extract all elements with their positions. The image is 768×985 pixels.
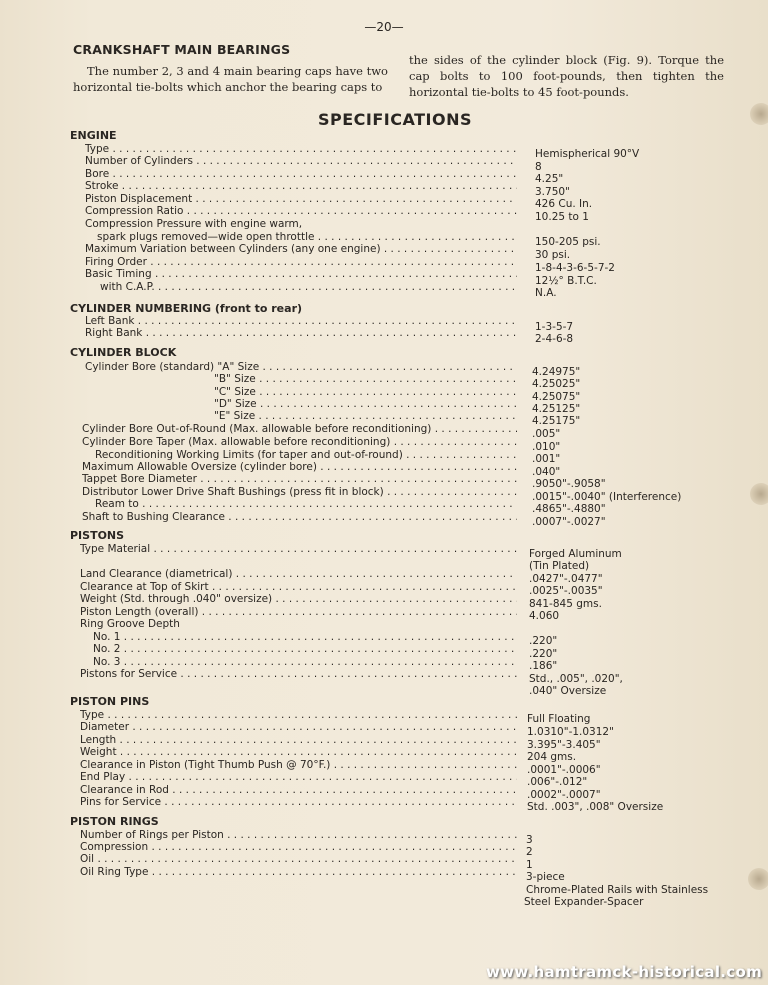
- spec-value: .040" Oversize: [529, 685, 607, 697]
- section-heading-cylinder-numbering: CYLINDER NUMBERING (front to rear): [70, 302, 303, 315]
- spec-value: 3.395"-3.405": [527, 739, 601, 751]
- section-heading-cylinder-block: CYLINDER BLOCK: [70, 346, 177, 359]
- spec-value: 3: [526, 834, 533, 846]
- spec-value: .0427"-.0477": [529, 573, 603, 585]
- spec-label: Weight (Std. through .040" oversize) . . .: [80, 593, 517, 606]
- page-number: —20—: [364, 20, 404, 34]
- binder-hole: [750, 483, 768, 505]
- spec-label: Piston Length (overall) . . .: [80, 606, 517, 619]
- spec-value: .010": [532, 441, 561, 453]
- spec-label: Clearance in Rod . . .: [80, 784, 517, 797]
- spec-label: Maximum Allowable Oversize (cylinder bore) . . .: [82, 461, 517, 474]
- spec-label: "B" Size . . .: [214, 373, 517, 386]
- spec-value: .001": [532, 453, 561, 465]
- spec-value: .0025"-.0035": [529, 585, 603, 597]
- spec-label: Compression . . .: [80, 841, 517, 854]
- spec-value: 4.25025": [532, 378, 581, 390]
- spec-label: Land Clearance (diametrical) . . .: [80, 568, 517, 581]
- spec-value: .4865"-.4880": [532, 503, 606, 515]
- spec-value: Steel Expander-Spacer: [524, 896, 644, 908]
- spec-value: .220": [529, 648, 558, 660]
- spec-value: (Tin Plated): [529, 560, 590, 572]
- spec-value: 8: [535, 161, 542, 173]
- spec-value: 3.750": [535, 186, 570, 198]
- section-heading-engine: ENGINE: [70, 129, 117, 142]
- spec-value: .186": [529, 660, 558, 672]
- section-heading-piston-pins: PISTON PINS: [70, 695, 150, 708]
- spec-label: End Play . . .: [80, 771, 517, 784]
- spec-label: Ring Groove Depth: [80, 618, 180, 630]
- section-heading-pistons: PISTONS: [70, 529, 125, 542]
- crankshaft-heading: CRANKSHAFT MAIN BEARINGS: [73, 42, 291, 57]
- spec-value: .0007"-.0027": [532, 516, 606, 528]
- spec-label: Clearance in Piston (Tight Thumb Push @ 70°F.) . . .: [80, 759, 517, 772]
- spec-label: Tappet Bore Diameter . . .: [82, 473, 517, 486]
- spec-value: Std. .003", .008" Oversize: [527, 801, 664, 813]
- spec-value: Hemispherical 90°V: [535, 148, 640, 160]
- spec-label: Pistons for Service . . .: [80, 668, 517, 681]
- spec-label: Number of Rings per Piston . . .: [80, 829, 517, 842]
- spec-value: 12½° B.T.C.: [535, 275, 597, 287]
- spec-value: 150-205 psi.: [535, 236, 601, 248]
- spec-label: Cylinder Bore (standard) "A" Size . . .: [85, 361, 517, 374]
- spec-label: No. 2 . . .: [93, 643, 517, 656]
- spec-value: 1: [526, 859, 533, 871]
- spec-label: Pins for Service . . .: [80, 796, 517, 809]
- binder-hole: [750, 103, 768, 125]
- spec-value: Full Floating: [527, 713, 591, 725]
- binder-hole: [748, 868, 768, 890]
- spec-label: Type Material . . .: [80, 543, 517, 556]
- spec-label: Cylinder Bore Taper (Max. allowable before reconditioning) . . .: [82, 436, 517, 449]
- spec-label: spark plugs removed—wide open throttle . . .: [97, 231, 517, 244]
- section-heading-piston-rings: PISTON RINGS: [70, 815, 159, 828]
- spec-value: .0015"-.0040" (Interference): [532, 491, 682, 503]
- watermark: www.hamtramck-historical.com: [486, 963, 762, 981]
- spec-label: Basic Timing . . .: [85, 268, 517, 281]
- spec-value: 2: [526, 846, 533, 858]
- spec-value: 3-piece: [526, 871, 565, 883]
- spec-label: No. 1 . . .: [93, 631, 517, 644]
- specifications-title: SPECIFICATIONS: [317, 110, 473, 129]
- spec-label: Diameter . . .: [80, 721, 517, 734]
- spec-label: Compression Pressure with engine warm,: [85, 218, 303, 230]
- spec-label: Compression Ratio . . .: [85, 205, 517, 218]
- spec-label: Oil Ring Type . . .: [80, 866, 517, 879]
- spec-label: Piston Displacement . . .: [85, 193, 517, 206]
- spec-label: Left Bank . . .: [85, 315, 517, 328]
- spec-value: 204 gms.: [527, 751, 577, 763]
- spec-value: .005": [532, 428, 561, 440]
- spec-value: .9050"-.9058": [532, 478, 606, 490]
- spec-label: Bore . . .: [85, 168, 517, 181]
- spec-value: .0001"-.0006": [527, 764, 601, 776]
- spec-label: Cylinder Bore Out-of-Round (Max. allowable before reconditioning) . . .: [82, 423, 517, 436]
- spec-label: "E" Size . . .: [214, 410, 517, 423]
- spec-label: Reconditioning Working Limits (for taper and out-of-round) . . .: [95, 449, 517, 462]
- spec-label: "C" Size . . .: [214, 386, 517, 399]
- spec-label: Weight . . .: [80, 746, 517, 759]
- spec-label: Type . . .: [80, 709, 517, 722]
- spec-value: 1-3-5-7: [535, 321, 574, 333]
- spec-value: .040": [532, 466, 561, 478]
- spec-value: 30 psi.: [535, 249, 571, 261]
- spec-label: Type . . .: [85, 143, 517, 156]
- spec-label: No. 3 . . .: [93, 656, 517, 669]
- spec-value: 10.25 to 1: [535, 211, 589, 223]
- spec-label: "D" Size . . .: [214, 398, 517, 411]
- spec-value: 4.25175": [532, 415, 581, 427]
- spec-value: 4.25": [535, 173, 564, 185]
- spec-value: .006"-.012": [527, 776, 588, 788]
- spec-value: Forged Aluminum: [529, 548, 622, 560]
- spec-value: 1-8-4-3-6-5-7-2: [535, 262, 615, 274]
- spec-value: 4.25125": [532, 403, 581, 415]
- spec-value: N.A.: [535, 287, 557, 299]
- crankshaft-text-left: The number 2, 3 and 4 main bearing caps have two horizontal tie-bolts which anchor the bearing caps to: [73, 64, 388, 94]
- spec-label: Clearance at Top of Skirt . . .: [80, 581, 517, 594]
- spec-label: Stroke . . .: [85, 180, 517, 193]
- spec-value: 841-845 gms.: [529, 598, 602, 610]
- spec-value: 4.25075": [532, 391, 581, 403]
- spec-label: with C.A.P. . . .: [100, 281, 517, 294]
- spec-label: Firing Order . . .: [85, 256, 517, 269]
- spec-value: .0002"-.0007": [527, 789, 601, 801]
- spec-label: Distributor Lower Drive Shaft Bushings (press fit in block) . . .: [82, 486, 517, 499]
- crankshaft-text-right: the sides of the cylinder block (Fig. 9). Torque the cap bolts to 100 foot-pounds, then tighten the horizontal tie-bolts to 45 foot-pounds.: [409, 53, 724, 99]
- spec-value: 2-4-6-8: [535, 333, 574, 345]
- spec-label: Oil . . .: [80, 853, 517, 866]
- spec-label: Ream to . . .: [95, 498, 517, 511]
- spec-label: Shaft to Bushing Clearance . . .: [82, 511, 517, 524]
- spec-label: Maximum Variation between Cylinders (any one engine) . . .: [85, 243, 517, 256]
- spec-label: Right Bank . . .: [85, 327, 517, 340]
- spec-label: Number of Cylinders . . .: [85, 155, 517, 168]
- spec-value: Std., .005", .020",: [529, 673, 623, 685]
- spec-value: Chrome-Plated Rails with Stainless: [526, 884, 709, 896]
- spec-label: Length . . .: [80, 734, 517, 747]
- spec-value: .220": [529, 635, 558, 647]
- spec-value: 4.24975": [532, 366, 581, 378]
- spec-value: 1.0310"-1.0312": [527, 726, 614, 738]
- spec-value: 4.060: [529, 610, 560, 622]
- spec-value: 426 Cu. In.: [535, 198, 593, 210]
